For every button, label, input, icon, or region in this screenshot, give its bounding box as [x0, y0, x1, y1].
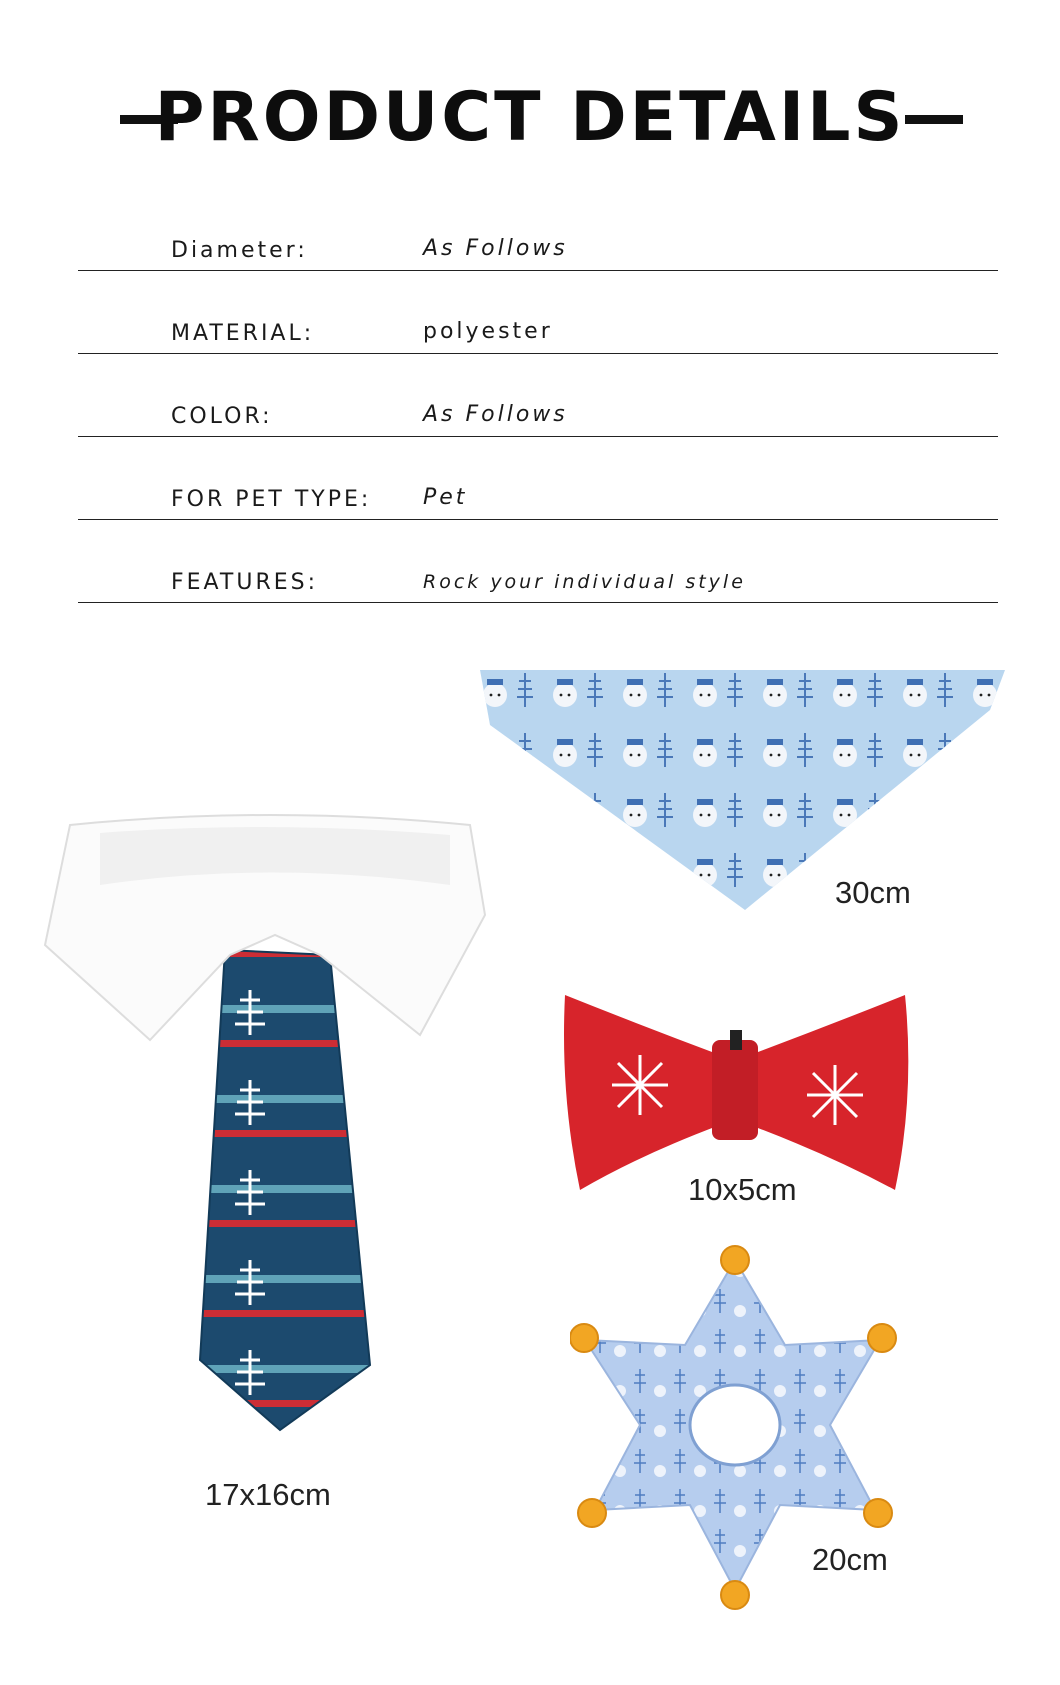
page-title: PRODUCT DETAILS [154, 78, 906, 157]
spec-row-color [78, 376, 998, 437]
title-dash-right [905, 115, 963, 124]
spec-row-features [78, 542, 998, 603]
spec-label: MATERIAL: [171, 321, 315, 346]
spec-label: FOR PET TYPE: [171, 487, 372, 512]
star-collar-size-label: 20cm [812, 1542, 888, 1577]
spec-value: As Follows [423, 236, 568, 261]
bandana-size-label: 30cm [835, 875, 911, 910]
spec-value: Pet [423, 485, 468, 510]
spec-value: Rock your individual style [423, 571, 746, 593]
spec-label: FEATURES: [171, 570, 319, 595]
tie-collar-image [30, 805, 510, 1445]
spec-label: Diameter: [171, 238, 308, 263]
spec-row-material [78, 293, 998, 354]
bowtie-size-label: 10x5cm [688, 1172, 797, 1207]
spec-row-pet-type [78, 459, 998, 520]
spec-row-diameter [78, 210, 998, 271]
bowtie-image [560, 985, 910, 1195]
bandana-image [480, 665, 1010, 915]
spec-label: COLOR: [171, 404, 273, 429]
tie-size-label: 17x16cm [205, 1477, 331, 1512]
title-section [0, 70, 1060, 170]
spec-value: As Follows [423, 402, 568, 427]
spec-value: polyester [423, 319, 553, 344]
